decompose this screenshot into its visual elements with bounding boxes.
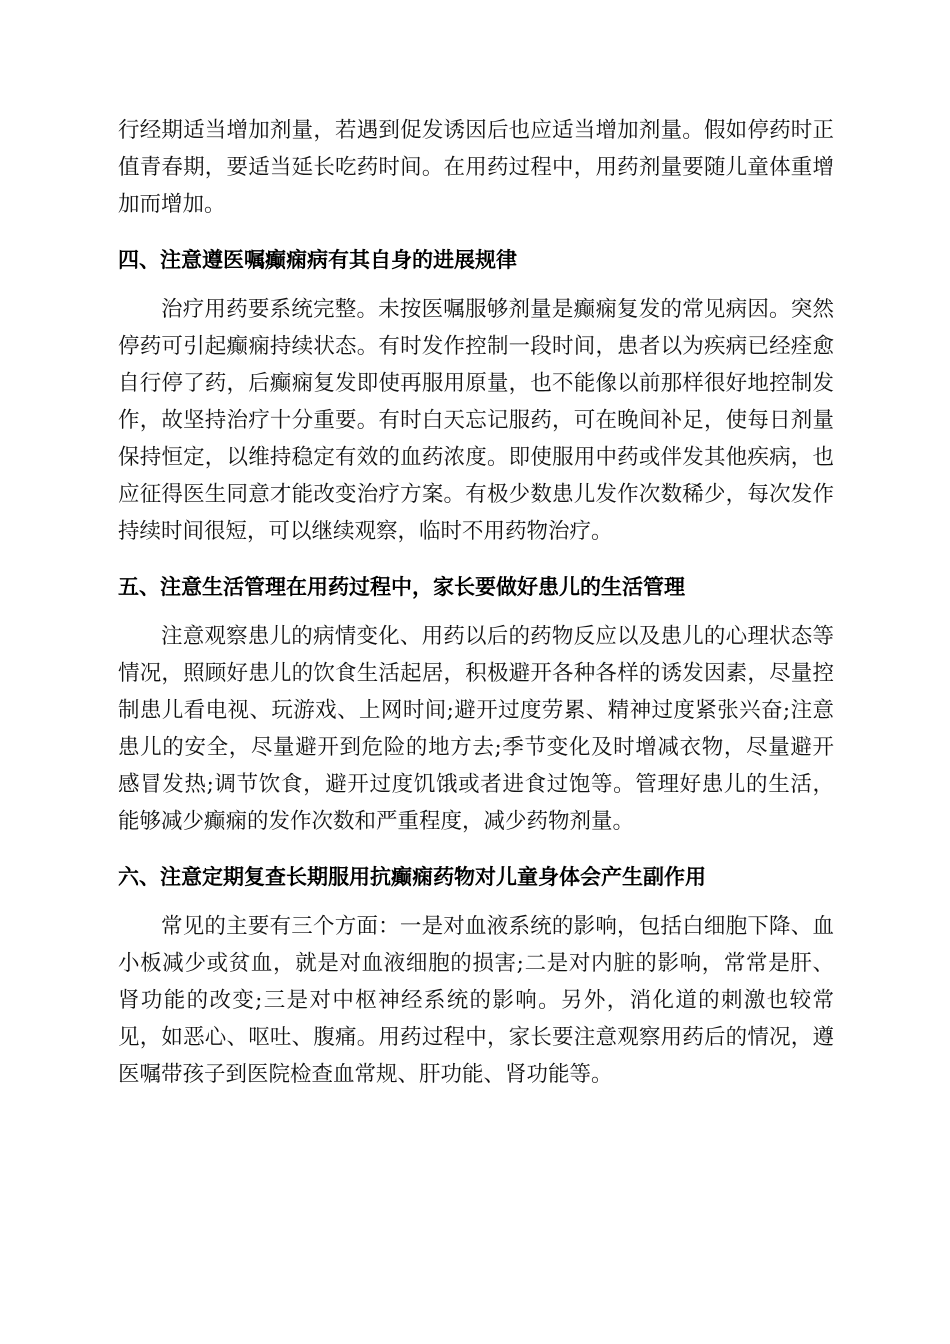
section-heading-5: 五、注意生活管理在用药过程中，家长要做好患儿的生活管理: [118, 575, 685, 599]
spacer: [118, 223, 834, 242]
spacer: [118, 840, 834, 859]
section-heading-4: 四、注意遵医嘱癫痫病有其自身的进展规律: [118, 248, 517, 272]
section-body-5: 注意观察患儿的病情变化、用药以后的药物反应以及患儿的心理状态等情况，照顾好患儿的饮食生活起居，积极避开各种各样的诱发因素，尽量控制患儿看电视、玩游戏、上网时间;避开过度劳累、精神过度紧张兴奋;注意患儿的安全，尽量避开到危险的地方去;季节变化及时增减衣物，尽量避开感冒发热;调节饮食，避开过度饥饿或者进食过饱等。管理好患儿的生活，能够减少癫痫的发作次数和严重程度，减少药物剂量。: [118, 624, 834, 834]
spacer: [118, 606, 834, 618]
spacer: [118, 279, 834, 291]
spacer: [118, 550, 834, 569]
section-body-6: 常见的主要有三个方面：一是对血液系统的影响，包括白细胞下降、血小板减少或贫血，就是对血液细胞的损害;二是对内脏的影响，常常是肝、肾功能的改变;三是对中枢神经系统的影响。另外，消化道的刺激也较常见，如恶心、呕吐、腹痛。用药过程中，家长要注意观察用药后的情况，遵医嘱带孩子到医院检查血常规、肝功能、肾功能等。: [118, 914, 834, 1087]
spacer: [118, 896, 834, 908]
section-body-4: 治疗用药要系统完整。未按医嘱服够剂量是癫痫复发的常见病因。突然停药可引起癫痫持续状态。有时发作控制一段时间，患者以为疾病已经痊愈自行停了药，后癫痫复发即使再服用原量，也不能像以前那样很好地控制发作，故坚持治疗十分重要。有时白天忘记服药，可在晚间补足，使每日剂量保持恒定，以维持稳定有效的血药浓度。即使服用中药或伴发其他疾病，也应征得医生同意才能改变治疗方案。有极少数患儿发作次数稀少，每次发作持续时间很短，可以继续观察，临时不用药物治疗。: [118, 297, 834, 544]
section-heading-6: 六、注意定期复查长期服用抗癫痫药物对儿童身体会产生副作用: [118, 865, 706, 889]
intro-paragraph: 行经期适当增加剂量，若遇到促发诱因后也应适当增加剂量。假如停药时正值青春期，要适当延长吃药时间。在用药过程中，用药剂量要随儿童体重增加而增加。: [118, 118, 834, 217]
document-body: [118, 112, 834, 1093]
